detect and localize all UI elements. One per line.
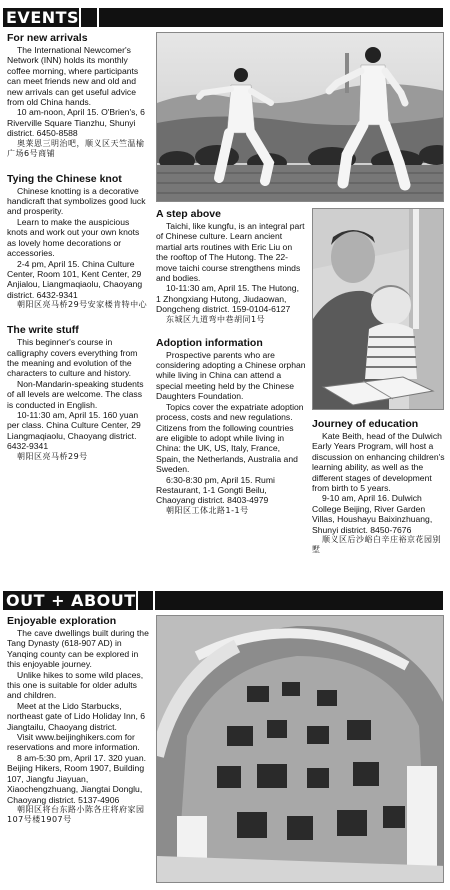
out-about-banner-label: OUT + ABOUT: [6, 591, 136, 610]
article-write: [7, 324, 149, 461]
article-title: For new arrivals: [7, 32, 88, 44]
article-title: The write stuff: [7, 324, 79, 337]
events-left-column: [7, 32, 149, 471]
article-body: Meet at the Lido Starbucks, northeast gate of Lido Holiday Inn, 6 Jiangtailu, Chaoyang district.: [7, 700, 146, 732]
article-body: The cave dwellings built during the Tang Dynasty (618-907 AD) in Yanqing county can be explored in this enjoyable journey.: [7, 628, 149, 670]
article-body: Visit www.beijinghikers.com for reservations and more information.: [7, 732, 140, 753]
article-details: 10-11:30 am, April 15. 160 yuan per class. China Culture Center, 29 Liangmaqiaolu, Chaoyang district. 6432-9341: [7, 409, 141, 452]
article-details: 10 am-noon, April 15. O'Brien's, 6 Riverville Square Tianzhu, Shunyi district. 6450-8588: [7, 107, 145, 139]
article-knot: [7, 173, 149, 310]
father-child-photo: [312, 208, 444, 410]
article-step: [156, 208, 306, 325]
article-title: Tying the Chinese knot: [7, 172, 122, 185]
article-body: The International Newcomer's Network (INN) holds its monthly coffee morning, where participants can meet friends new and old and new arrivals can get useful advice from old China hands.: [7, 45, 139, 108]
article-adoption: [156, 337, 306, 516]
article-details: 2-4 pm, April 15. China Culture Center, Room 101, Kent Center, 29 Anjialou, Liangmaqiaolu, Chaoyang district. 6432-9341: [7, 258, 143, 300]
cave-dwellings-photo: [156, 615, 444, 883]
article-journey: [312, 418, 446, 555]
taichi-photo: [156, 32, 444, 202]
article-exploration: [7, 615, 149, 825]
article-address-cn: 朝阳区亮马桥29号安家楼肯特中心: [17, 300, 148, 310]
article-details: 6:30-8:30 pm, April 15. Rumi Restaurant, 1-1 Gongti Beilu, Chaoyang district. 8403-4979: [156, 474, 275, 506]
article-body: Topics cover the expatriate adoption process, costs and new regulations. Citizens from the following countries are eligible to adopt while living in China: the UK, US, Italy, France, Spain, the Netherlands, Australia and Sweden.: [156, 401, 304, 475]
article-address-cn: 奥莱恩三明治吧，顺义区天竺温榆广场6号商铺: [7, 138, 145, 158]
out-about-rule: [155, 591, 443, 610]
taichi-illustration: [157, 33, 444, 202]
article-body: Chinese knotting is a decorative handicraft that symbolizes good luck and prosperity.: [7, 185, 146, 217]
cave-dwellings-illustration: [157, 616, 444, 883]
article-new-arrivals: [7, 32, 149, 159]
events-right-column: [312, 418, 446, 564]
article-body: Kate Beith, head of the Dulwich Early Years Program, will host a discussion on enhancing children's learning ability, as well as the different stages of development from birth to 5 years.: [312, 431, 445, 494]
article-body: Taichi, like kungfu, is an integral part of Chinese culture. Learn ancient martial arts routines with Eric Liu on the rooftop of The Hutong. The 22-move taichi course strengthens minds and bodies.: [156, 221, 305, 284]
article-body: This beginner's course in calligraphy covers everything from the meaning and evolution of the characters to culture and history.: [7, 337, 138, 379]
out-about-banner: [3, 591, 153, 610]
events-middle-column: [156, 208, 306, 525]
article-body: Learn to make the auspicious knots and work out your own knots as lovely home decorations or accessories.: [7, 216, 140, 259]
article-title: Adoption information: [156, 336, 263, 349]
article-body: Prospective parents who are considering adopting a Chinese orphan while living in China can attend a special meeting held by the Chinese Daughters Foundation.: [156, 349, 306, 402]
events-banner: [3, 8, 97, 27]
article-title: A step above: [156, 208, 221, 220]
article-title: Journey of education: [312, 418, 419, 430]
article-details: 9-10 am, April 16. Dulwich College Beijing, River Garden Villas, Houshayu Baixinzhuang, Shunyi district. 8450-7676: [312, 493, 433, 535]
article-details: 8 am-5:30 pm, April 17. 320 yuan. Beijing Hikers, Room 1907, Building 107, Jiangfu Jiayuan, Xiaochengzhuang, Jiangtai Donglu, Chaoyang district. 5137-4906: [7, 752, 146, 805]
article-address-cn: 东城区九道弯中巷胡同1号: [166, 314, 266, 324]
article-address-cn: 朝阳区亮马桥29号: [17, 451, 88, 461]
article-title: Enjoyable exploration: [7, 615, 117, 627]
article-details: 10-11:30 am, April 15. The Hutong, 1 Zhongxiang Hutong, Jiudaowan, Dongcheng district. 159-0104-6127: [156, 283, 299, 315]
events-banner-label: EVENTS: [6, 8, 80, 27]
article-address-cn: 顺义区后沙峪白辛庄裕京花园别墅: [312, 535, 441, 555]
article-address-cn: 朝阳区将台东路小陈各庄将府家园107号楼1907号: [7, 804, 145, 824]
father-child-illustration: [313, 209, 444, 410]
article-body: Unlike hikes to some wild places, this one is suitable for older adults and children.: [7, 669, 144, 701]
article-body: Non-Mandarin-speaking students of all levels are welcome. The class is conducted in English.: [7, 378, 144, 410]
out-about-left-column: [7, 615, 149, 834]
article-address-cn: 朝阳区工体北路1-1号: [166, 505, 249, 515]
events-rule: [99, 8, 443, 27]
